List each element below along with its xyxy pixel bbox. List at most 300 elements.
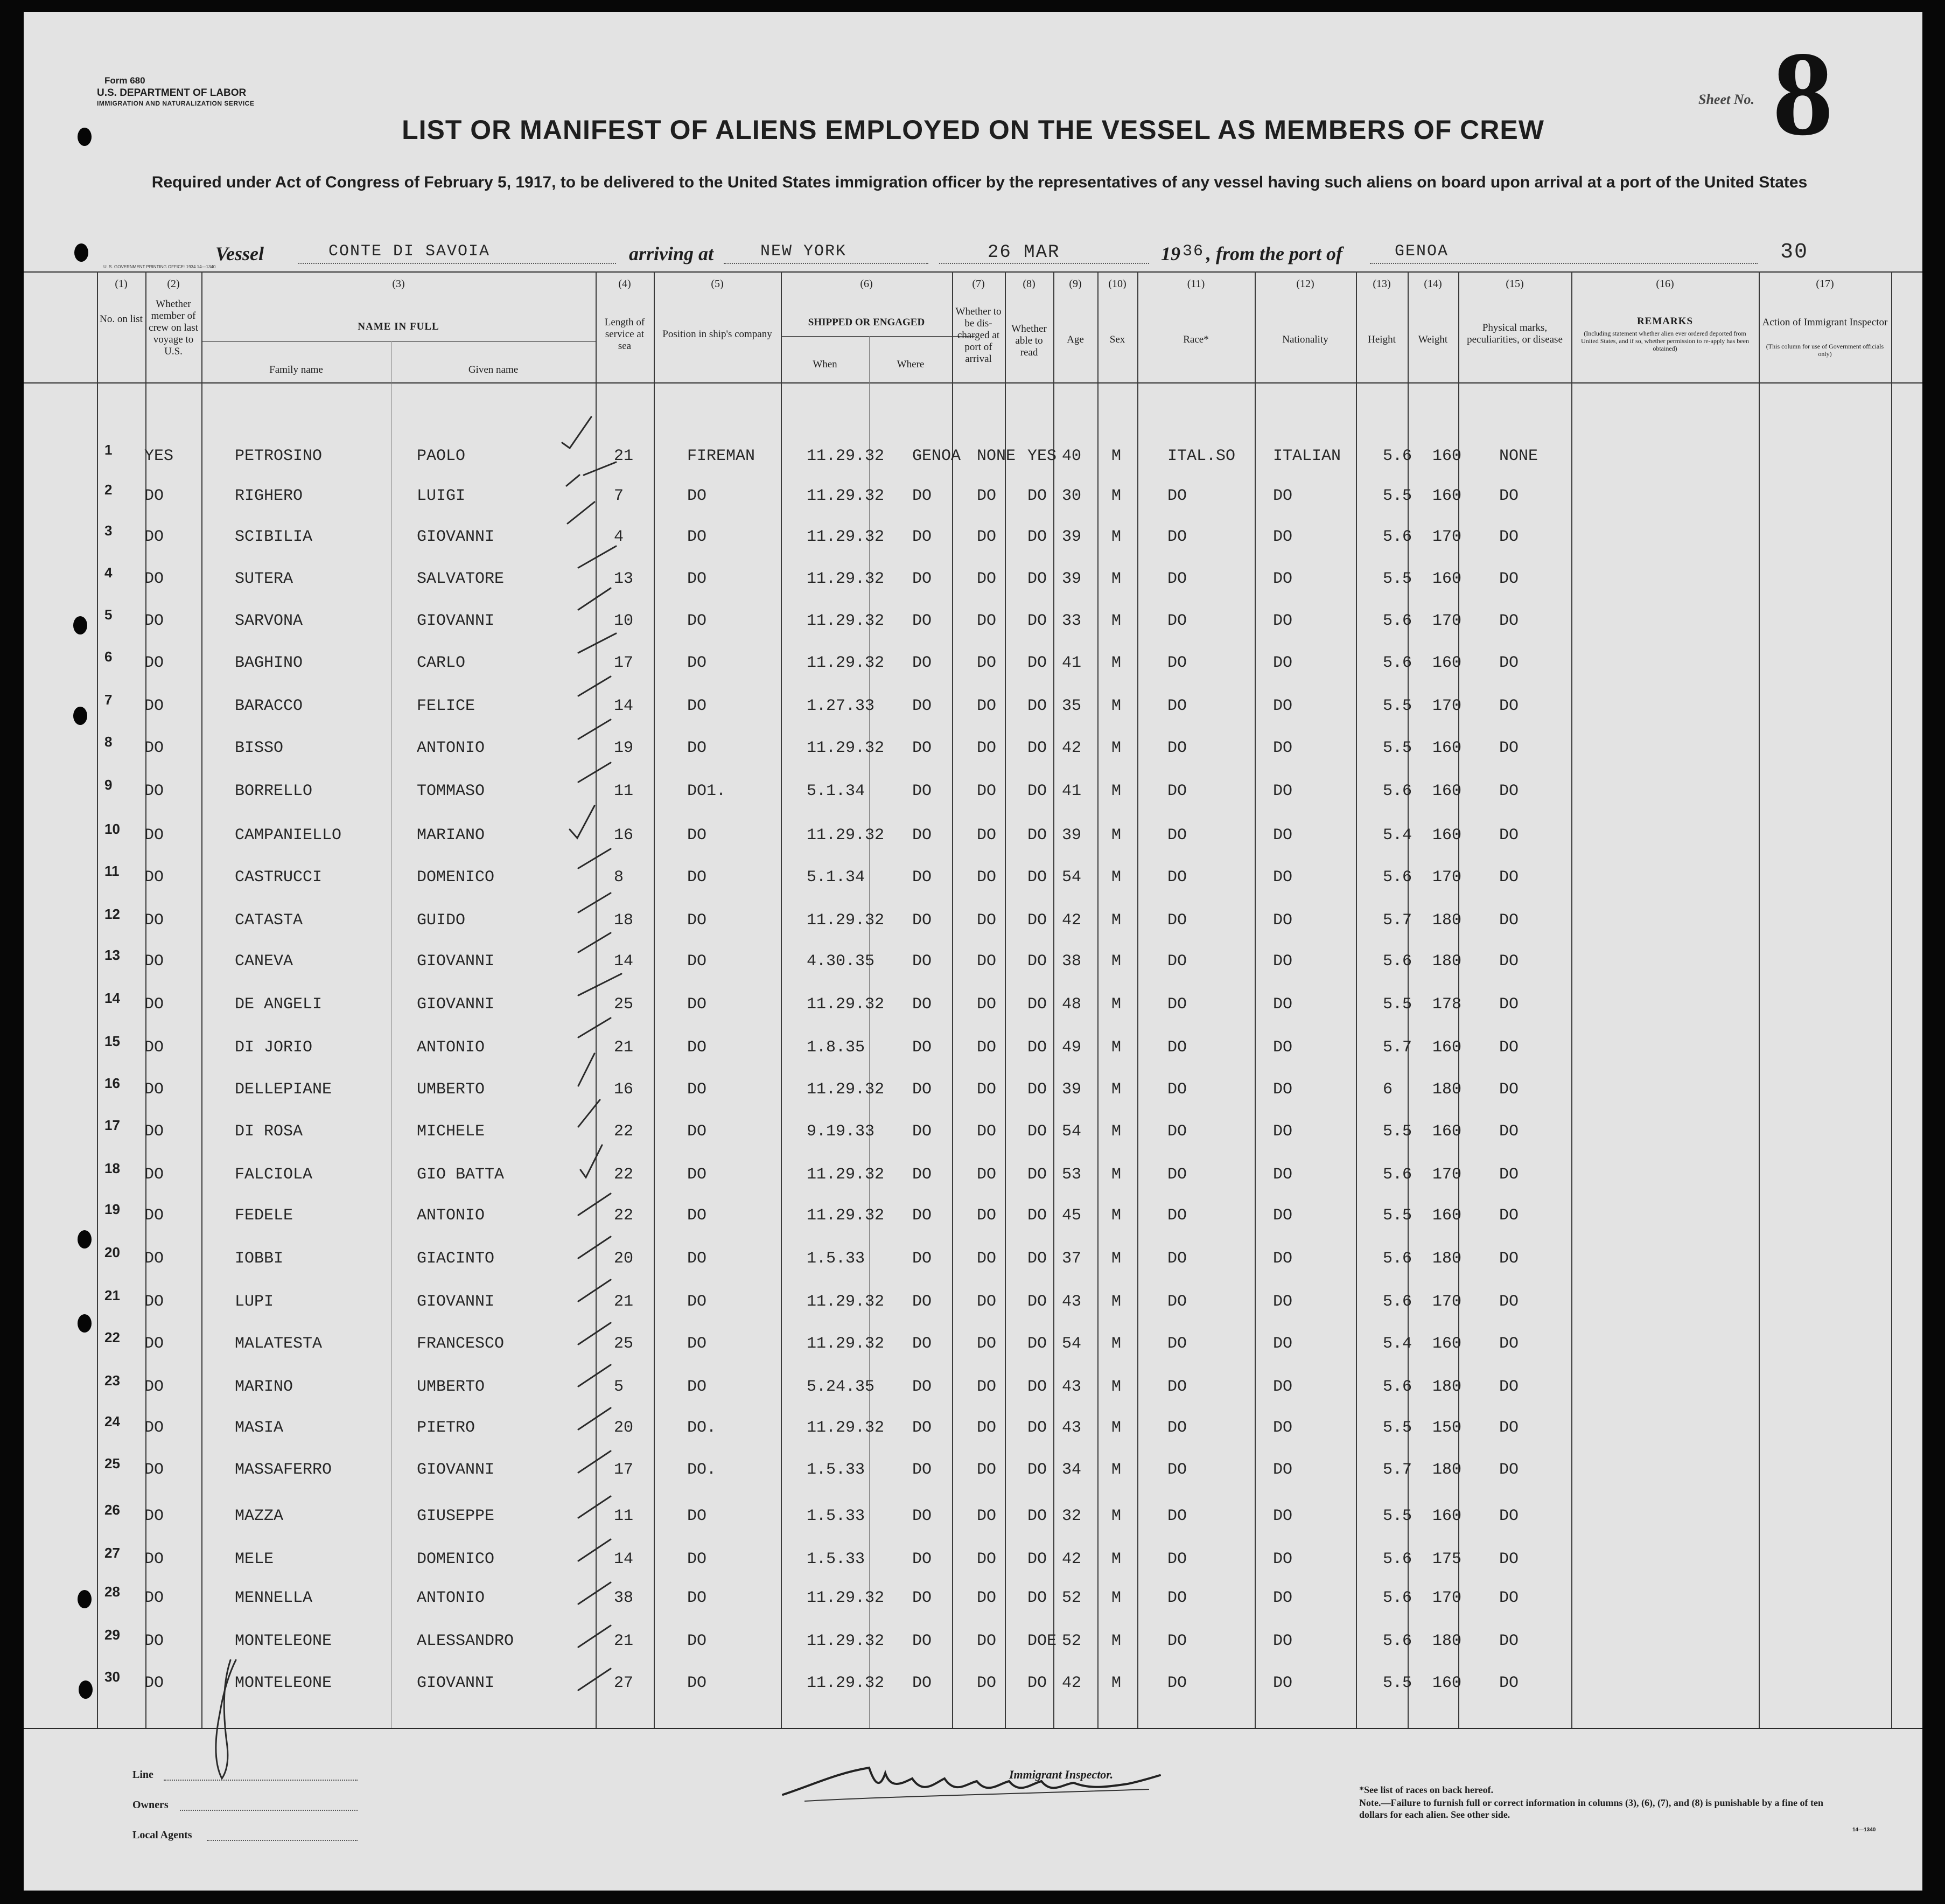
family-name: CANEVA	[235, 952, 293, 971]
weight: 180	[1432, 952, 1462, 971]
height: 5.5	[1383, 995, 1412, 1014]
signature-caption: Immigrant Inspector.	[1009, 1768, 1114, 1781]
race: DO	[1167, 528, 1187, 546]
race: DO	[1167, 911, 1187, 930]
checkmark	[578, 974, 621, 995]
race: DO	[1167, 697, 1187, 715]
nationality: DO	[1273, 739, 1293, 757]
discharge-status: DO	[977, 1378, 997, 1396]
header-given-name: Given name	[468, 364, 519, 375]
height: 5.6	[1383, 1589, 1412, 1607]
race: DO	[1167, 1632, 1187, 1650]
col-number: (9)	[1069, 278, 1082, 290]
height: 5.6	[1383, 447, 1412, 465]
given-name: UMBERTO	[417, 1080, 485, 1099]
crew-last-voyage: DO	[144, 1293, 164, 1311]
given-name: DOMENICO	[417, 868, 495, 887]
race: DO	[1167, 1293, 1187, 1311]
row-number: 25	[104, 1455, 120, 1471]
sex: M	[1111, 1166, 1122, 1184]
physical-marks: DO	[1499, 995, 1519, 1014]
crew-last-voyage: YES	[144, 447, 174, 465]
service-length: 21	[614, 447, 634, 465]
header-position: Position in ship's company	[662, 329, 772, 340]
shipped-where: DO	[912, 952, 932, 971]
height: 5.5	[1383, 739, 1412, 757]
row-number: 9	[104, 777, 113, 793]
weight: 180	[1432, 911, 1462, 930]
sex: M	[1111, 1080, 1122, 1099]
able-to-read: DO	[1027, 826, 1047, 845]
weight: 170	[1432, 868, 1462, 887]
nationality: DO	[1273, 995, 1293, 1014]
service-length: 21	[614, 1293, 634, 1311]
family-name: MASSAFERRO	[235, 1461, 332, 1479]
weight: 180	[1432, 1461, 1462, 1479]
able-to-read: DO	[1027, 1080, 1047, 1099]
able-to-read: DO	[1027, 911, 1047, 930]
race: DO	[1167, 1378, 1187, 1396]
ship-position: DO	[687, 1250, 707, 1268]
checkmark	[578, 763, 611, 782]
sheet-number: 8	[1773, 27, 1833, 161]
nationality: DO	[1273, 1166, 1293, 1184]
weight: 175	[1432, 1550, 1462, 1568]
checkmark	[578, 676, 611, 696]
family-name: SARVONA	[235, 612, 303, 630]
crew-last-voyage: DO	[144, 952, 164, 971]
ship-position: DO	[687, 1550, 707, 1568]
department-name: U.S. DEPARTMENT OF LABOR	[97, 87, 247, 99]
row-number: 23	[104, 1372, 120, 1389]
shipped-where: DO	[912, 1335, 932, 1353]
age: 40	[1062, 447, 1082, 465]
shipped-when: 5.24.35	[807, 1378, 875, 1396]
col-number: (13)	[1373, 278, 1391, 290]
service-length: 14	[614, 1550, 634, 1568]
physical-marks: DO	[1499, 1206, 1519, 1225]
given-name: GIACINTO	[417, 1250, 495, 1268]
physical-marks: DO	[1499, 1674, 1519, 1692]
height: 5.7	[1383, 1461, 1412, 1479]
shipped-where: DO	[912, 911, 932, 930]
able-to-read: DOE	[1027, 1632, 1057, 1650]
family-name: IOBBI	[235, 1250, 284, 1268]
shipped-where: DO	[912, 739, 932, 757]
discharge-status: DO	[977, 826, 997, 845]
shipped-when: 11.29.32	[807, 1335, 885, 1353]
family-name: MALATESTA	[235, 1335, 323, 1353]
race: DO	[1167, 1589, 1187, 1607]
checkmark	[578, 893, 611, 912]
able-to-read: DO	[1027, 487, 1047, 505]
crew-last-voyage: DO	[144, 570, 164, 588]
col-number: (12)	[1296, 278, 1314, 290]
row-number: 3	[104, 522, 113, 539]
shipped-when: 11.29.32	[807, 1632, 885, 1650]
physical-marks: DO	[1499, 1122, 1519, 1141]
service-length: 17	[614, 654, 634, 672]
family-name: DI ROSA	[235, 1122, 303, 1141]
physical-marks: DO	[1499, 826, 1519, 845]
ship-position: DO	[687, 1293, 707, 1311]
able-to-read: DO	[1027, 1038, 1047, 1057]
height: 5.6	[1383, 1550, 1412, 1568]
family-name: MASIA	[235, 1419, 284, 1437]
col-number: (17)	[1816, 278, 1834, 290]
row-number: 8	[104, 734, 113, 750]
able-to-read: DO	[1027, 868, 1047, 887]
physical-marks: DO	[1499, 1461, 1519, 1479]
age: 43	[1062, 1293, 1082, 1311]
physical-marks: DO	[1499, 782, 1519, 800]
checkmark	[578, 1054, 594, 1086]
able-to-read: DO	[1027, 1550, 1047, 1568]
shipped-where: DO	[912, 1166, 932, 1184]
col-number: (6)	[860, 278, 873, 290]
crew-last-voyage: DO	[144, 487, 164, 505]
race: DO	[1167, 1335, 1187, 1353]
discharge-status: DO	[977, 868, 997, 887]
family-name: MENNELLA	[235, 1589, 313, 1607]
weight: 178	[1432, 995, 1462, 1014]
weight: 170	[1432, 1589, 1462, 1607]
given-name: FELICE	[417, 697, 475, 715]
shipped-where: DO	[912, 654, 932, 672]
nationality: DO	[1273, 1378, 1293, 1396]
shipped-when: 11.29.32	[807, 1206, 885, 1225]
sex: M	[1111, 697, 1122, 715]
shipped-when: 11.29.32	[807, 911, 885, 930]
discharge-status: DO	[977, 1419, 997, 1437]
physical-marks: DO	[1499, 654, 1519, 672]
age: 34	[1062, 1461, 1082, 1479]
age: 41	[1062, 782, 1082, 800]
service-length: 18	[614, 911, 634, 930]
row-number: 6	[104, 648, 113, 665]
family-name: MARINO	[235, 1378, 293, 1396]
race: DO	[1167, 1166, 1187, 1184]
family-name: BARACCO	[235, 697, 303, 715]
family-name: FALCIOLA	[235, 1166, 313, 1184]
checkmark	[578, 1539, 611, 1561]
weight: 160	[1432, 654, 1462, 672]
discharge-status: DO	[977, 1335, 997, 1353]
family-name: LUPI	[235, 1293, 274, 1311]
sex: M	[1111, 487, 1122, 505]
sex: M	[1111, 1038, 1122, 1057]
discharge-status: DO	[977, 570, 997, 588]
col-number: (1)	[115, 278, 128, 290]
race: DO	[1167, 1550, 1187, 1568]
height: 5.6	[1383, 612, 1412, 630]
weight: 160	[1432, 1206, 1462, 1225]
discharge-status: DO	[977, 1122, 997, 1141]
given-name: MARIANO	[417, 826, 485, 845]
given-name: GIOVANNI	[417, 612, 495, 630]
service-length: 13	[614, 570, 634, 588]
shipped-where: DO	[912, 612, 932, 630]
shipped-where: DO	[912, 782, 932, 800]
discharge-status: DO	[977, 1038, 997, 1057]
checkmark	[578, 633, 616, 653]
family-name: MONTELEONE	[235, 1674, 332, 1692]
ship-position: DO	[687, 995, 707, 1014]
shipped-where: GENOA	[912, 447, 961, 465]
nationality: DO	[1273, 952, 1293, 971]
shipped-when: 11.29.32	[807, 1674, 885, 1692]
race: DO	[1167, 782, 1187, 800]
weight: 160	[1432, 1038, 1462, 1057]
handwritten-mark	[216, 1660, 236, 1779]
shipped-when: 11.29.32	[807, 447, 885, 465]
age: 30	[1062, 487, 1082, 505]
printer-line: U. S. GOVERNMENT PRINTING OFFICE: 1934 14—1340	[103, 264, 216, 269]
checkmark	[578, 1496, 611, 1518]
year-prefix: 19	[1161, 243, 1180, 264]
service-length: 21	[614, 1632, 634, 1650]
family-name: PETROSINO	[235, 447, 323, 465]
nationality: DO	[1273, 1589, 1293, 1607]
shipped-when: 4.30.35	[807, 952, 875, 971]
family-name: CATASTA	[235, 911, 303, 930]
shipped-when: 5.1.34	[807, 868, 865, 887]
discharge-status: NONE	[977, 447, 1016, 465]
race: DO	[1167, 1080, 1187, 1099]
checkmark	[578, 1669, 611, 1690]
sex: M	[1111, 1589, 1122, 1607]
shipped-when: 9.19.33	[807, 1122, 875, 1141]
age: 52	[1062, 1589, 1082, 1607]
age: 48	[1062, 995, 1082, 1014]
sex: M	[1111, 911, 1122, 930]
sex: M	[1111, 782, 1122, 800]
able-to-read: DO	[1027, 1206, 1047, 1225]
nationality: DO	[1273, 911, 1293, 930]
able-to-read: DO	[1027, 1507, 1047, 1525]
shipped-where: DO	[912, 1080, 932, 1099]
race: DO	[1167, 1250, 1187, 1268]
crew-last-voyage: DO	[144, 1122, 164, 1141]
physical-marks: DO	[1499, 1080, 1519, 1099]
row-number: 28	[104, 1584, 120, 1600]
col-number: (16)	[1656, 278, 1674, 290]
physical-marks: DO	[1499, 739, 1519, 757]
crew-last-voyage: DO	[144, 1550, 164, 1568]
ship-position: DO	[687, 612, 707, 630]
discharge-status: DO	[977, 1550, 997, 1568]
discharge-status: DO	[977, 528, 997, 546]
shipped-where: DO	[912, 1589, 932, 1607]
ship-position: DO.	[687, 1461, 717, 1479]
service-length: 7	[614, 487, 624, 505]
discharge-status: DO	[977, 1589, 997, 1607]
race: DO	[1167, 1419, 1187, 1437]
family-name: BORRELLO	[235, 782, 313, 800]
service-length: 25	[614, 1335, 634, 1353]
from-port: GENOA	[1395, 242, 1449, 261]
family-name: FEDELE	[235, 1206, 293, 1225]
ship-position: DO	[687, 1038, 707, 1057]
sex: M	[1111, 739, 1122, 757]
nationality: DO	[1273, 1632, 1293, 1650]
row-number: 11	[104, 863, 120, 879]
nationality: DO	[1273, 868, 1293, 887]
shipped-when: 11.29.32	[807, 570, 885, 588]
ship-position: DO	[687, 739, 707, 757]
family-name: BISSO	[235, 739, 284, 757]
nationality: DO	[1273, 1461, 1293, 1479]
physical-marks: DO	[1499, 697, 1519, 715]
sex: M	[1111, 570, 1122, 588]
sex: M	[1111, 1461, 1122, 1479]
ship-position: DO	[687, 1674, 707, 1692]
service-length: 16	[614, 1080, 634, 1099]
height: 5.5	[1383, 487, 1412, 505]
age: 42	[1062, 1674, 1082, 1692]
shipped-when: 11.29.32	[807, 528, 885, 546]
physical-marks: DO	[1499, 1589, 1519, 1607]
age: 37	[1062, 1250, 1082, 1268]
vessel-label: Vessel	[215, 243, 264, 264]
height: 5.7	[1383, 911, 1412, 930]
nationality: DO	[1273, 528, 1293, 546]
service-length: 20	[614, 1419, 634, 1437]
given-name: GIOVANNI	[417, 528, 495, 546]
discharge-status: DO	[977, 1674, 997, 1692]
race: DO	[1167, 654, 1187, 672]
service-length: 22	[614, 1206, 634, 1225]
shipped-where: DO	[912, 1674, 932, 1692]
shipped-where: DO	[912, 995, 932, 1014]
given-name: UMBERTO	[417, 1378, 485, 1396]
able-to-read: DO	[1027, 739, 1047, 757]
weight: 160	[1432, 570, 1462, 588]
height: 5.6	[1383, 782, 1412, 800]
ship-position: DO	[687, 697, 707, 715]
shipped-when: 5.1.34	[807, 782, 865, 800]
shipped-when: 11.29.32	[807, 1419, 885, 1437]
able-to-read: DO	[1027, 1589, 1047, 1607]
race: DO	[1167, 612, 1187, 630]
weight: 160	[1432, 487, 1462, 505]
crew-last-voyage: DO	[144, 995, 164, 1014]
ship-position: DO	[687, 1166, 707, 1184]
physical-marks: DO	[1499, 911, 1519, 930]
given-name: GIOVANNI	[417, 995, 495, 1014]
sex: M	[1111, 654, 1122, 672]
given-name: GIOVANNI	[417, 952, 495, 971]
manifest-subtitle: Required under Act of Congress of February 5, 1917, to be delivered to the United States immigration officer by the representatives of any vessel having such aliens on board upon arrival at a port of the United States	[151, 173, 1808, 191]
checkmark	[568, 502, 594, 524]
discharge-status: DO	[977, 1166, 997, 1184]
shipped-where: DO	[912, 697, 932, 715]
shipped-when: 11.29.32	[807, 612, 885, 630]
ship-position: DO.	[687, 1419, 717, 1437]
discharge-status: DO	[977, 911, 997, 930]
checkmark	[578, 1626, 611, 1647]
able-to-read: DO	[1027, 1166, 1047, 1184]
crew-last-voyage: DO	[144, 1378, 164, 1396]
ship-position: DO	[687, 487, 707, 505]
row-number: 7	[104, 692, 113, 708]
row-number: 10	[104, 821, 120, 837]
shipped-where: DO	[912, 570, 932, 588]
discharge-status: DO	[977, 1293, 997, 1311]
row-number: 16	[104, 1075, 120, 1091]
nationality: DO	[1273, 1293, 1293, 1311]
given-name: PIETRO	[417, 1419, 475, 1437]
ship-position: DO	[687, 1589, 707, 1607]
checkmark	[578, 1365, 611, 1386]
row-number: 19	[104, 1201, 120, 1217]
shipped-when: 11.29.32	[807, 739, 885, 757]
service-length: 11	[614, 1507, 634, 1525]
service-length: 14	[614, 952, 634, 971]
nationality: DO	[1273, 697, 1293, 715]
height: 5.6	[1383, 1632, 1412, 1650]
crew-last-voyage: DO	[144, 1674, 164, 1692]
age: 42	[1062, 1550, 1082, 1568]
shipped-where: DO	[912, 826, 932, 845]
crew-last-voyage: DO	[144, 528, 164, 546]
col-number: (3)	[392, 278, 405, 290]
physical-marks: DO	[1499, 612, 1519, 630]
arrival-date: 26 MAR	[988, 242, 1060, 263]
shipped-where: DO	[912, 1461, 932, 1479]
age: 33	[1062, 612, 1082, 630]
age: 54	[1062, 1335, 1082, 1353]
ship-position: DO	[687, 826, 707, 845]
sex: M	[1111, 1335, 1122, 1353]
weight: 170	[1432, 612, 1462, 630]
page-count: 30	[1780, 240, 1809, 264]
service-length: 8	[614, 868, 624, 887]
age: 43	[1062, 1419, 1082, 1437]
sex: M	[1111, 1293, 1122, 1311]
weight: 170	[1432, 528, 1462, 546]
arriving-port: NEW YORK	[760, 242, 847, 261]
sex: M	[1111, 1206, 1122, 1225]
ship-position: DO1.	[687, 782, 726, 800]
header-action: Action of Immigrant Inspector	[1762, 317, 1888, 328]
family-name: CASTRUCCI	[235, 868, 323, 887]
height: 6	[1383, 1080, 1393, 1099]
col-number: (7)	[972, 278, 985, 290]
nationality: DO	[1273, 1038, 1293, 1057]
col-number: (15)	[1506, 278, 1524, 290]
height: 5.4	[1383, 826, 1412, 845]
height: 5.6	[1383, 1293, 1412, 1311]
crew-last-voyage: DO	[144, 739, 164, 757]
weight: 180	[1432, 1632, 1462, 1650]
race: DO	[1167, 1674, 1187, 1692]
weight: 160	[1432, 1674, 1462, 1692]
family-name: DELLEPIANE	[235, 1080, 332, 1099]
service-length: 16	[614, 826, 634, 845]
physical-marks: DO	[1499, 1335, 1519, 1353]
race: DO	[1167, 952, 1187, 971]
given-name: ANTONIO	[417, 1206, 485, 1225]
ship-position: FIREMAN	[687, 447, 755, 465]
row-number: 15	[104, 1033, 120, 1049]
race: DO	[1167, 1122, 1187, 1141]
nationality: DO	[1273, 826, 1293, 845]
able-to-read: DO	[1027, 697, 1047, 715]
weight: 170	[1432, 1293, 1462, 1311]
sex: M	[1111, 1632, 1122, 1650]
sex: M	[1111, 447, 1122, 465]
